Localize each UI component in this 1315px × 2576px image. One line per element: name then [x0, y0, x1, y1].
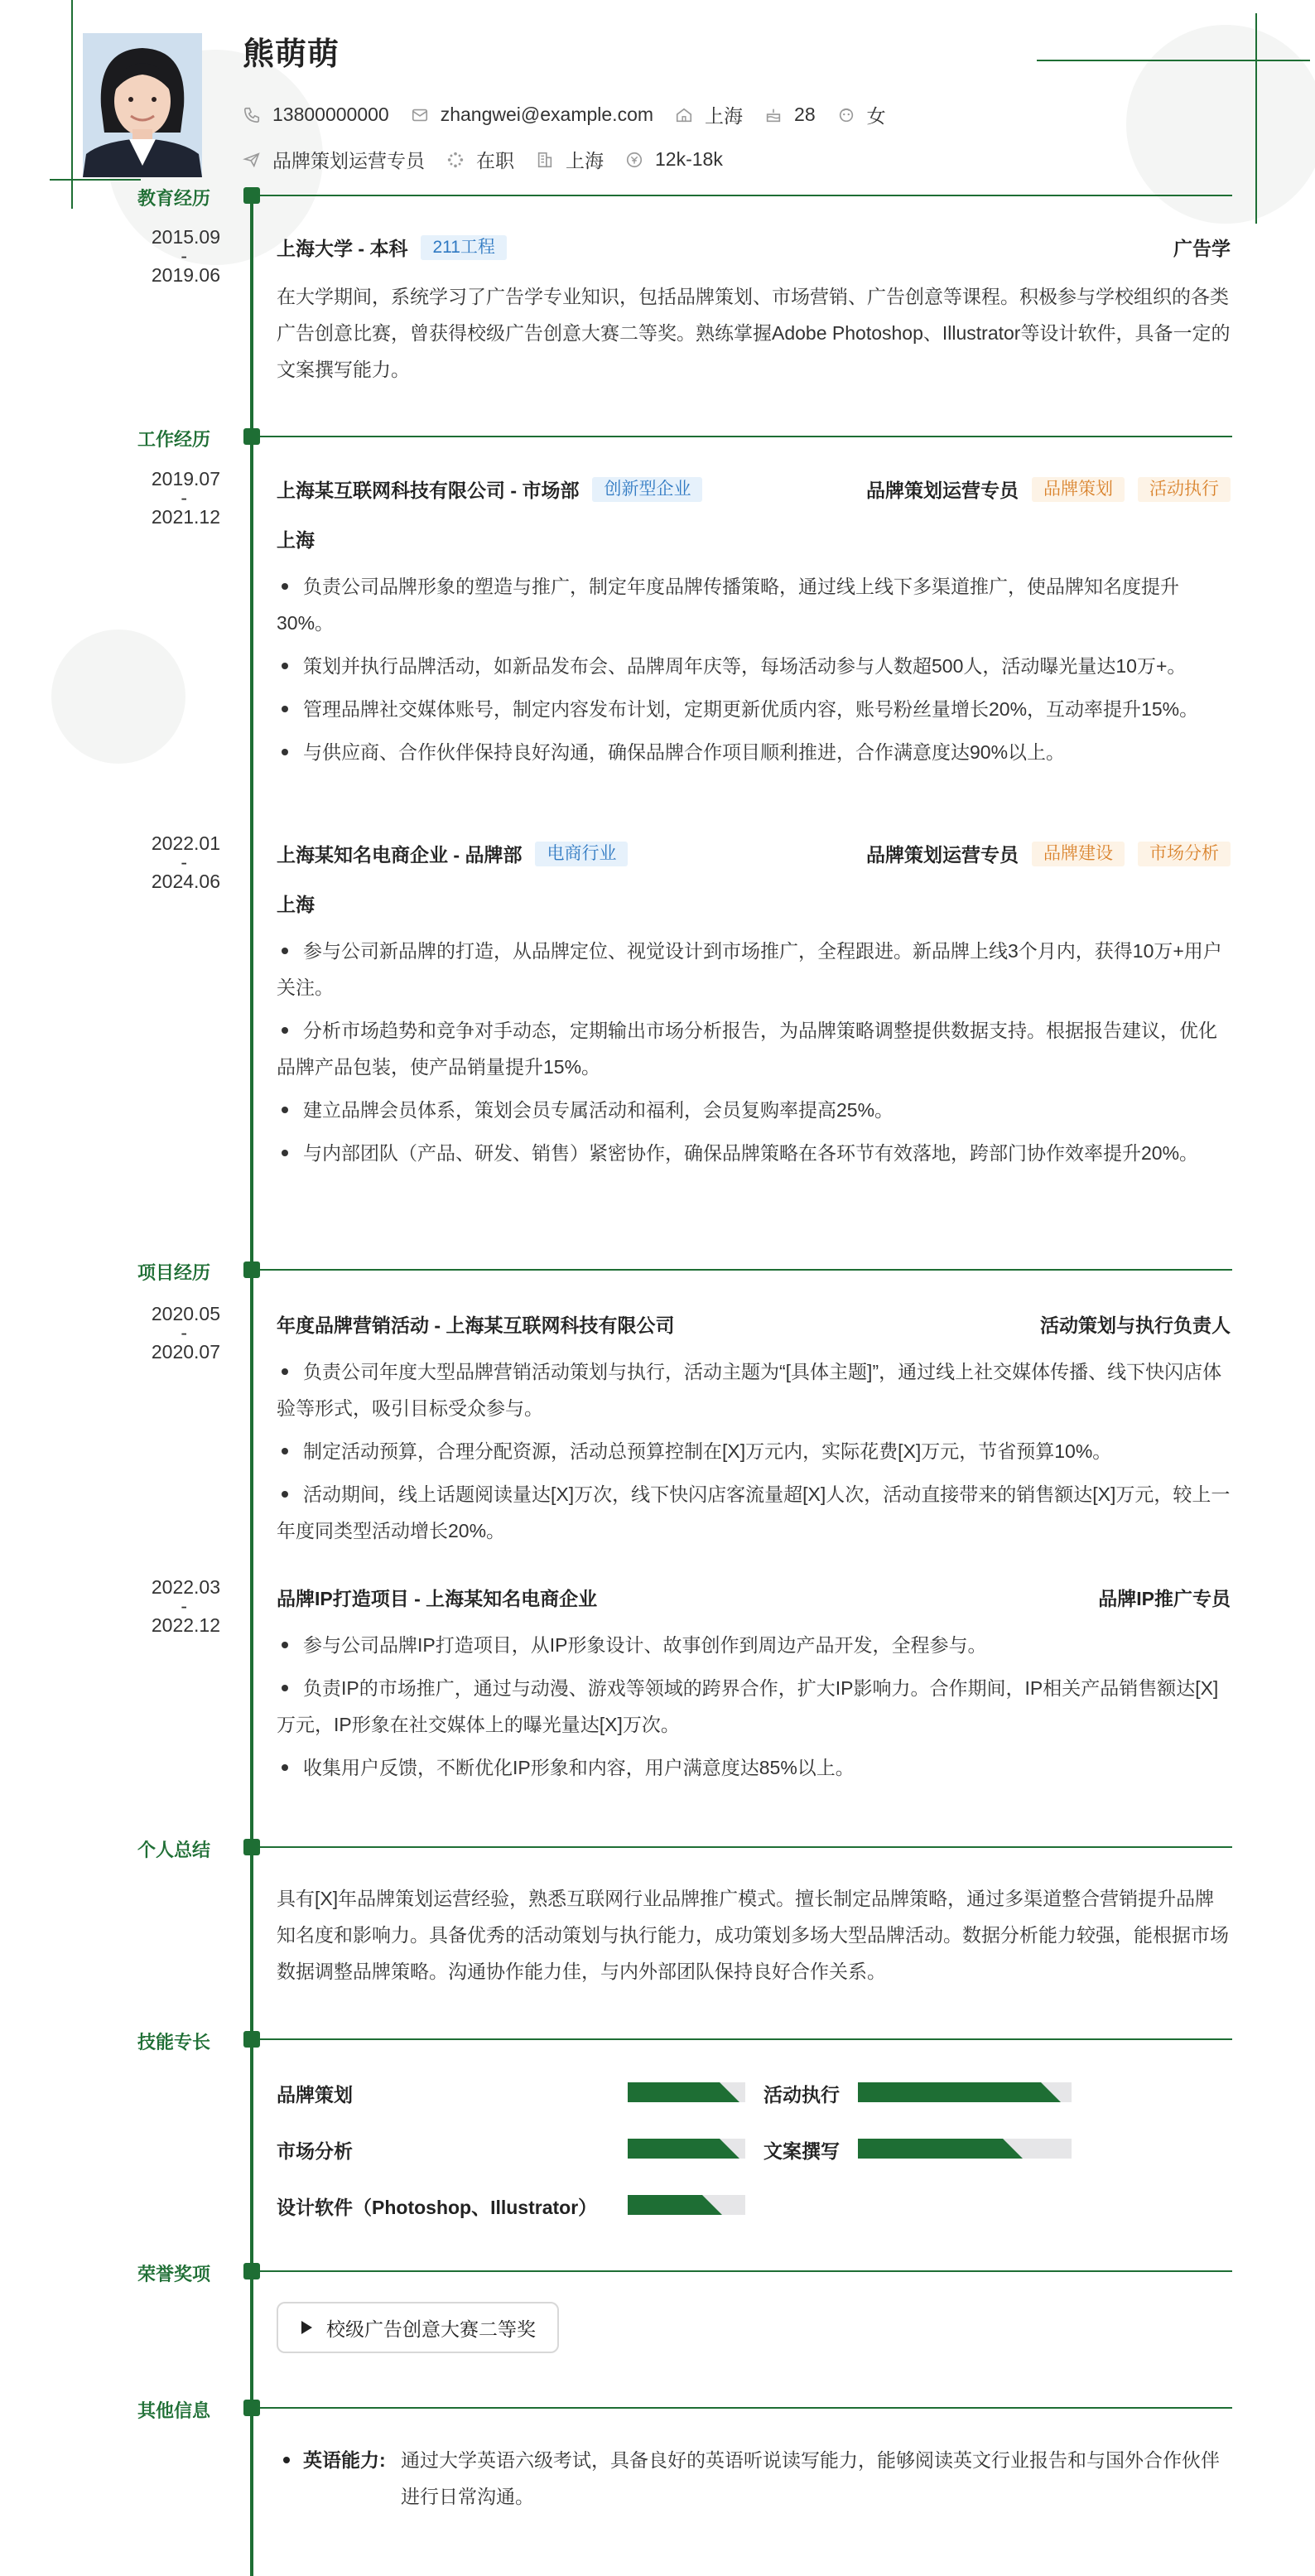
- work-bullets: [277, 568, 1232, 777]
- play-icon: [300, 2320, 313, 2335]
- section-marker: [243, 1839, 260, 1855]
- gender-icon: [837, 106, 855, 124]
- avatar: [83, 33, 202, 177]
- decor-line: [1037, 60, 1310, 61]
- list-item: 负责IP的市场推广，通过与动漫、游戏等领域的跨界合作，扩大IP影响力。合作期间，IP相关产品销售额达[X]万元，IP形象在社交媒体上的曝光量达[X]万次。: [277, 1670, 1232, 1743]
- date-dash: -: [181, 245, 187, 267]
- section-title-summary: 个人总结: [137, 1840, 211, 1860]
- location-item: [675, 101, 743, 128]
- date-dash: -: [181, 487, 187, 509]
- section-divider: [258, 2407, 1232, 2409]
- candidate-name: 熊萌萌: [243, 37, 340, 72]
- skill-name: 设计软件（Photoshop、Illustrator）: [277, 2197, 598, 2218]
- decor-circle-mid-left: [51, 630, 185, 764]
- project-bullets: [277, 1353, 1232, 1556]
- section-marker: [243, 187, 260, 204]
- skill-bar: [628, 2139, 745, 2159]
- target-city-item: [536, 146, 604, 173]
- contact-row: [243, 101, 908, 128]
- section-divider: [258, 195, 1232, 196]
- list-item: 负责公司年度大型品牌营销活动策划与执行，活动主题为“[具体主题]”，通过线上社交媒体传播、线下快闪店体验等形式，吸引目标受众参与。: [277, 1353, 1232, 1426]
- gender-text: 女: [866, 105, 886, 127]
- date-dash: -: [181, 1322, 187, 1343]
- work-city: 上海: [277, 529, 315, 551]
- job-intent-row: [243, 146, 744, 173]
- summary-text: 具有[X]年品牌策划运营经验，熟悉互联网行业品牌推广模式。擅长制定品牌策略，通过多渠道整合营销提升品牌知名度和影响力。具备优秀的活动策划与执行能力，成功策划多场大型品牌活动。数据分析能力较强，能根据市场数据调整品牌策略。沟通协作能力佳，与内外部团队保持良好合作关系。: [277, 1888, 1229, 1982]
- skill-name: 市场分析: [277, 2140, 353, 2162]
- list-item: 收集用户反馈，不断优化IP形象和内容，用户满意度达85%以上。: [277, 1749, 1232, 1786]
- send-icon: [243, 151, 261, 169]
- section-title-honors: 荣誉奖项: [137, 2264, 211, 2284]
- project-date: [134, 1577, 220, 1635]
- decor-line: [71, 0, 73, 209]
- skill-tag: 品牌策划: [1032, 477, 1125, 502]
- timeline-line: [250, 195, 253, 2576]
- company-name: 上海某互联网科技有限公司 - 市场部: [277, 480, 580, 501]
- section-title-projects: 项目经历: [137, 1262, 211, 1283]
- list-item: 参与公司品牌IP打造项目，从IP形象设计、故事创作到周边产品开发，全程参与。: [277, 1627, 1232, 1663]
- job-role: 品牌策划运营专员: [866, 480, 1019, 501]
- email-text: zhangwei@example.com: [440, 104, 654, 125]
- education-description: 在大学期间，系统学习了广告学专业知识，包括品牌策划、市场营销、广告创意等课程。积极参与学校组织的各类广告创意比赛，曾获得校级广告创意大赛二等奖。熟练掌握Adobe Photoshop、Illustrator等设计软件，具备一定的文案撰写能力。: [277, 286, 1231, 380]
- company-tag: 创新型企业: [592, 477, 702, 502]
- work-end: 2021.12: [151, 506, 220, 528]
- project-end: 2022.12: [151, 1614, 220, 1636]
- cake-icon: [764, 106, 783, 124]
- project-header: [277, 1584, 1231, 1611]
- loading-icon: [446, 151, 465, 169]
- project-bullets: [277, 1627, 1232, 1792]
- skill-bar: [628, 2195, 745, 2215]
- work-start: 2022.01: [151, 832, 220, 854]
- decor-line: [1255, 13, 1257, 224]
- list-item: 活动期间，线上话题阅读量达[X]万次，线下快闪店客流量超[X]人次，活动直接带来的销售额达[X]万元，较上一年度同类型活动增长20%。: [277, 1476, 1232, 1549]
- award-item[interactable]: [277, 2302, 559, 2353]
- decor-circle-top-right: [1126, 25, 1315, 224]
- phone-item: [243, 104, 389, 126]
- section-divider: [258, 436, 1232, 437]
- gender-item: [837, 101, 886, 128]
- position-item: [243, 146, 425, 173]
- project-title: 品牌IP打造项目 - 上海某知名电商企业: [277, 1588, 598, 1609]
- work-header: [277, 475, 1231, 503]
- section-marker: [243, 1261, 260, 1278]
- skill-name: 活动执行: [763, 2084, 840, 2106]
- skill-bar-fill: [628, 2195, 722, 2215]
- project-end: 2020.07: [151, 1341, 220, 1363]
- company-name: 上海某知名电商企业 - 品牌部: [277, 844, 523, 866]
- education-start: 2015.09: [151, 226, 220, 248]
- project-start: 2020.05: [151, 1303, 220, 1324]
- position-text: 品牌策划运营专员: [272, 150, 425, 171]
- project-header: [277, 1310, 1231, 1338]
- other-label: 英语能力:: [303, 2449, 386, 2471]
- date-dash: -: [181, 1595, 187, 1617]
- section-divider: [258, 1846, 1232, 1848]
- section-marker: [243, 2263, 260, 2279]
- skill-bar: [858, 2082, 1072, 2102]
- education-header: [277, 234, 1231, 261]
- status-item: [446, 146, 514, 173]
- email-item: [411, 104, 653, 126]
- date-dash: -: [181, 851, 187, 873]
- company-tag: 电商行业: [535, 842, 628, 866]
- age-item: [764, 104, 816, 126]
- other-info: [277, 2442, 1232, 2515]
- education-date: [134, 227, 220, 285]
- job-role: 品牌策划运营专员: [866, 844, 1019, 866]
- skill-tag: 活动执行: [1138, 477, 1231, 502]
- money-icon: [625, 151, 643, 169]
- skill-bar-fill: [628, 2082, 739, 2102]
- school-name: 上海大学 - 本科: [277, 238, 408, 259]
- project-role: 品牌IP推广专员: [1098, 1588, 1231, 1609]
- list-item: 管理品牌社交媒体账号，制定内容发布计划，定期更新优质内容，账号粉丝量增长20%，互动率提升15%。: [277, 691, 1232, 727]
- list-item: 分析市场趋势和竞争对手动态，定期输出市场分析报告，为品牌策略调整提供数据支持。根据报告建议，优化品牌产品包装，使产品销量提升15%。: [277, 1012, 1232, 1085]
- mail-icon: [411, 106, 429, 124]
- education-end: 2019.06: [151, 264, 220, 286]
- list-item: 策划并执行品牌活动，如新品发布会、品牌周年庆等，每场活动参与人数超500人，活动曝光量达10万+。: [277, 648, 1232, 684]
- phone-icon: [243, 106, 261, 124]
- building-icon: [536, 151, 554, 169]
- age-text: 28: [794, 104, 816, 125]
- list-item: 与内部团队（产品、研发、销售）紧密协作，确保品牌策略在各环节有效落地，跨部门协作效率提升20%。: [277, 1135, 1232, 1171]
- project-date: [134, 1304, 220, 1362]
- project-role: 活动策划与执行负责人: [1040, 1315, 1231, 1336]
- decor-line: [50, 179, 141, 181]
- list-item: 负责公司品牌形象的塑造与推广，制定年度品牌传播策略，通过线上线下多渠道推广，使品牌知名度提升30%。: [277, 568, 1232, 641]
- major-text: 广告学: [1173, 238, 1231, 259]
- section-title-skills: 技能专长: [137, 2032, 211, 2053]
- section-marker: [243, 428, 260, 445]
- home-icon: [675, 106, 693, 124]
- work-date: [134, 833, 220, 891]
- section-title-other: 其他信息: [137, 2400, 211, 2421]
- skill-bar-fill: [858, 2082, 1061, 2102]
- award-text: 校级广告创意大赛二等奖: [326, 2318, 536, 2340]
- target-city-text: 上海: [566, 150, 604, 171]
- salary-item: [625, 148, 723, 171]
- phone-text: 13800000000: [272, 104, 389, 125]
- bullet-dot: [283, 2457, 290, 2463]
- salary-text: 12k-18k: [655, 148, 723, 170]
- location-text: 上海: [705, 105, 744, 127]
- section-divider: [258, 2038, 1232, 2040]
- skill-tag: 市场分析: [1138, 842, 1231, 866]
- skill-tag: 品牌建设: [1032, 842, 1125, 866]
- section-divider: [258, 2270, 1232, 2272]
- work-start: 2019.07: [151, 468, 220, 490]
- skill-name: 品牌策划: [277, 2084, 353, 2106]
- skill-bar: [628, 2082, 745, 2102]
- list-item: 与供应商、合作伙伴保持良好沟通，确保品牌合作项目顺利推进，合作满意度达90%以上。: [277, 734, 1232, 770]
- profile-photo: [83, 33, 202, 177]
- work-date: [134, 469, 220, 527]
- status-text: 在职: [476, 150, 514, 171]
- section-marker: [243, 2400, 260, 2416]
- work-city: 上海: [277, 894, 315, 915]
- skill-bar-fill: [858, 2139, 1023, 2159]
- skill-bar: [858, 2139, 1072, 2159]
- section-title-education: 教育经历: [137, 188, 211, 209]
- work-end: 2024.06: [151, 871, 220, 892]
- list-item: 参与公司新品牌的打造，从品牌定位、视觉设计到市场推广，全程跟进。新品牌上线3个月内，获得10万+用户关注。: [277, 933, 1232, 1006]
- section-title-work: 工作经历: [137, 429, 211, 450]
- skill-name: 文案撰写: [763, 2140, 840, 2162]
- work-header: [277, 840, 1231, 867]
- list-item: 制定活动预算，合理分配资源，活动总预算控制在[X]万元内，实际花费[X]万元，节省预算10%。: [277, 1433, 1232, 1469]
- project-start: 2022.03: [151, 1576, 220, 1598]
- list-item: 建立品牌会员体系，策划会员专属活动和福利，会员复购率提高25%。: [277, 1092, 1232, 1128]
- work-bullets: [277, 933, 1232, 1178]
- other-text: 通过大学英语六级考试，具备良好的英语听说读写能力，能够阅读英文行业报告和与国外合作伙伴进行日常沟通。: [401, 2449, 1220, 2507]
- skill-bar-fill: [628, 2139, 739, 2159]
- school-tag: 211工程: [421, 235, 506, 260]
- section-divider: [258, 1269, 1232, 1271]
- project-title: 年度品牌营销活动 - 上海某互联网科技有限公司: [277, 1315, 675, 1336]
- section-marker: [243, 2031, 260, 2048]
